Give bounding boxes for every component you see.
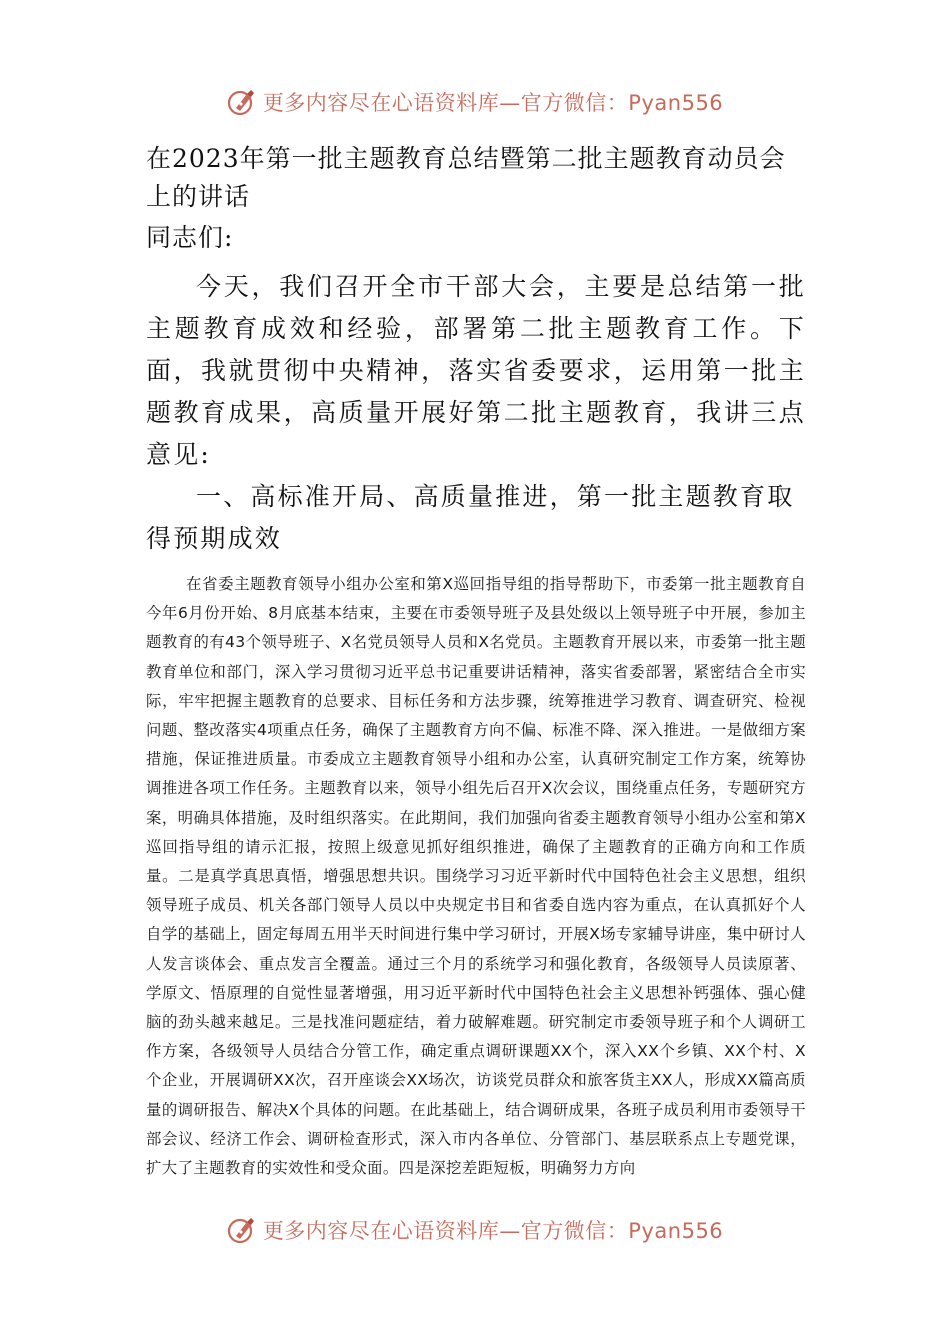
pen-nib-logo-icon	[227, 87, 257, 117]
intro-paragraph: 今天，我们召开全市干部大会，主要是总结第一批主题教育成效和经验，部署第二批主题教育工作。下面，我就贯彻中央精神，落实省委要求，运用第一批主题教育成果，高质量开展好第二批主题教育，我讲三点意见:	[146, 272, 806, 469]
speech-title: 在2023年第一批主题教育总结暨第二批主题教育动员会上的讲话	[146, 144, 786, 211]
greeting: 同志们:	[146, 223, 234, 252]
watermark-text: 更多内容尽在心语资料库—官方微信：Pyan556	[262, 1219, 724, 1243]
section-heading-1: 一、高标准开局、高质量推进，第一批主题教育取得预期成效	[146, 482, 795, 553]
watermark-text: 更多内容尽在心语资料库—官方微信：Pyan556	[262, 91, 724, 115]
section-body-1: 在省委主题教育领导小组办公室和第X巡回指导组的指导帮助下，市委第一批主题教育自今年6月份开始、8月底基本结束，主要在市委领导班子及县处级以上领导班子中开展，参加主题教育的有43个领导班子、X名党员领导人员和X名党员。主题教育开展以来，市委第一批主题教育单位和部门，深入学习贯彻习近平总书记重要讲话精神，落实省委部署，紧密结合全市实际，牢牢把握主题教育的总要求、目标任务和方法步骤，统筹推进学习教育、调查研究、检视问题、整改落实4项重点任务，确保了主题教育方向不偏、标准不降、深入推进。一是做细方案措施，保证推进质量。市委成立主题教育领导小组和办公室，认真研究制定工作方案，统筹协调推进各项工作任务。主题教育以来，领导小组先后召开X次会议，围绕重点任务，专题研究方案，明确具体措施，及时组织落实。在此期间，我们加强向省委主题教育领导小组办公室和第X巡回指导组的请示汇报，按照上级意见抓好组织推进，确保了主题教育的正确方向和工作质量。二是真学真思真悟，增强思想共识。围绕学习习近平新时代中国特色社会主义思想，组织领导班子成员、机关各部门领导人员以中央规定书目和省委自选内容为重点，在认真抓好个人自学的基础上，固定每周五用半天时间进行集中学习研讨，开展X场专家辅导讲座，集中研讨人人发言谈体会、重点发言全覆盖。通过三个月的系统学习和强化教育，各级领导人员读原著、学原文、悟原理的自觉性显著增强，用习近平新时代中国特色社会主义思想补钙强体、强心健脑的劲头越来越足。三是找准问题症结，着力破解难题。研究制定市委领导班子和个人调研工作方案，各级领导人员结合分管工作，确定重点调研课题XX个，深入XX个乡镇、XX个村、X个企业，开展调研XX次，召开座谈会XX场次，访谈党员群众和旅客货主XX人，形成XX篇高质量的调研报告、解决X个具体的问题。在此基础上，结合调研成果，各班子成员利用市委领导干部会议、经济工作会、调研检查形式，深入市内各单位、分管部门、基层联系点上专题党课，扩大了主题教育的实效性和受众面。四是深挖差距短板，明确努力方向	[146, 575, 806, 1178]
document-body	[146, 140, 806, 1183]
watermark-banner-top	[0, 82, 950, 122]
watermark-banner-bottom	[0, 1210, 950, 1250]
pen-nib-logo-icon	[227, 1215, 257, 1245]
